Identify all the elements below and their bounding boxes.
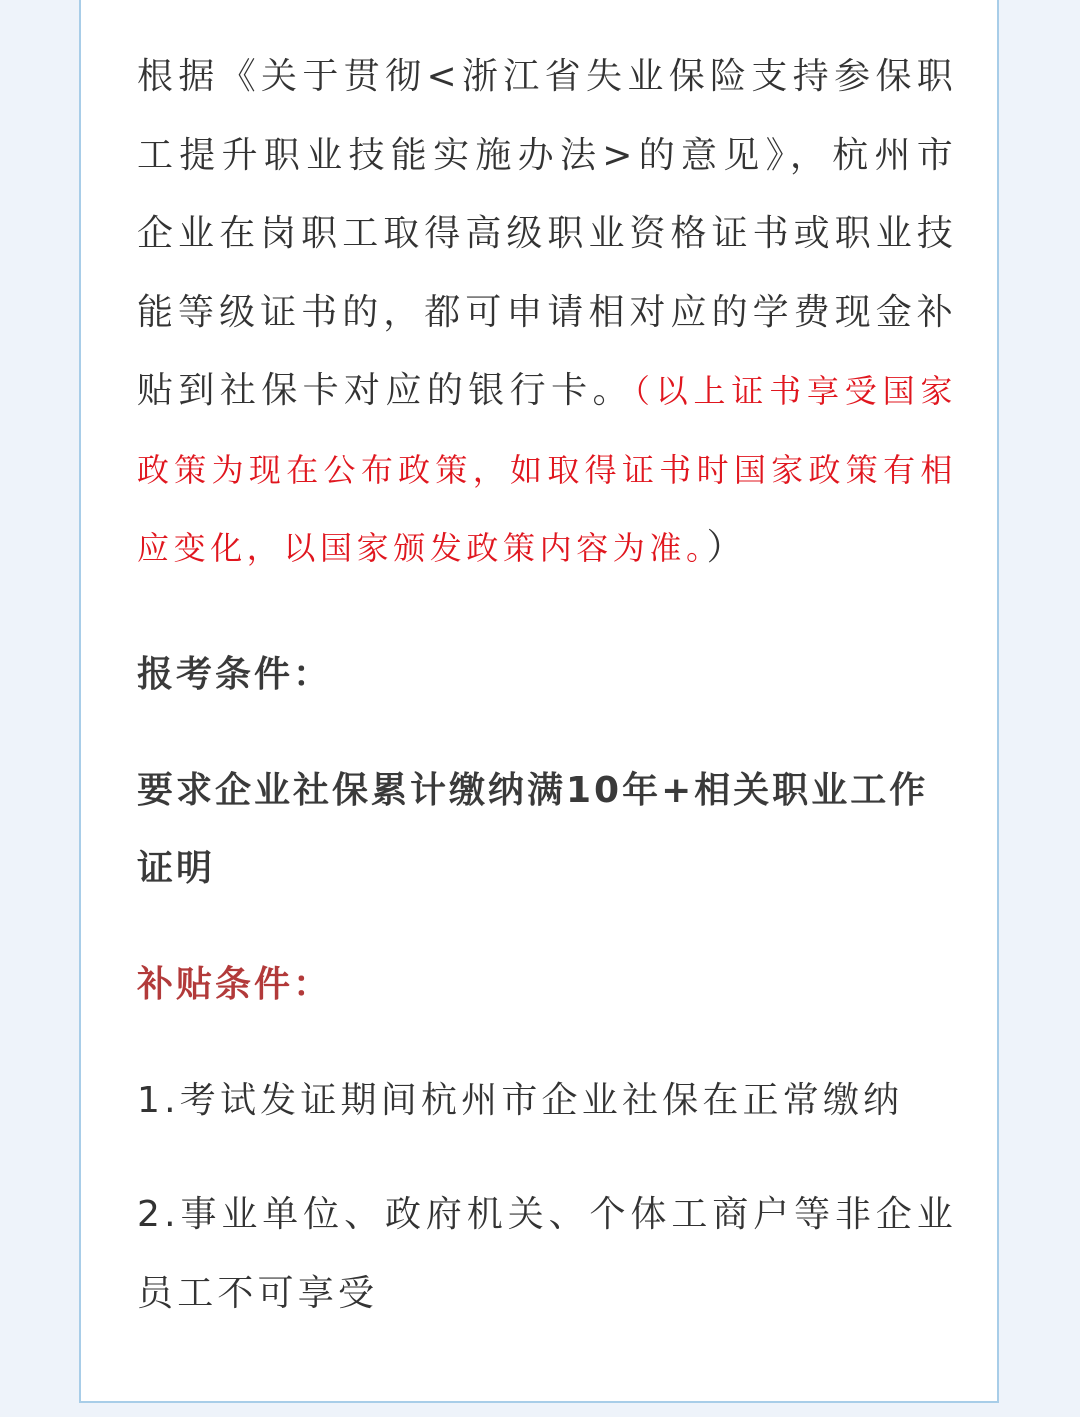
policy-note: （以上证书享受国家政策为现在公布政策，如取得证书时国家政策有相应变化，以国家颁发政策内容为准。 bbox=[137, 372, 957, 567]
policy-note-close: ） bbox=[706, 527, 747, 568]
article-body bbox=[137, 38, 957, 1333]
exam-conditions-text: 要求企业社保累计缴纳满10年+相关职业工作证明 bbox=[137, 769, 929, 889]
content-card bbox=[79, 0, 999, 1403]
subsidy-condition-item: 1.考试发证期间杭州市企业社保在正常缴纳 bbox=[137, 1079, 904, 1121]
exam-conditions-heading: 报考条件： bbox=[137, 653, 333, 695]
subsidy-conditions-heading: 补贴条件： bbox=[137, 963, 333, 1005]
subsidy-condition-item: 2.事业单位、政府机关、个体工商户等非企业员工不可享受 bbox=[137, 1194, 957, 1314]
intro-paragraph bbox=[137, 38, 957, 588]
intro-main-text: 根据《关于贯彻<浙江省失业保险支持参保职工提升职业技能实施办法>的意见》，杭州市企业在岗职工取得高级职业资格证书或职业技能等级证书的，都可申请相对应的学费现金补贴到社保卡对应的银行卡。 bbox=[137, 56, 957, 411]
